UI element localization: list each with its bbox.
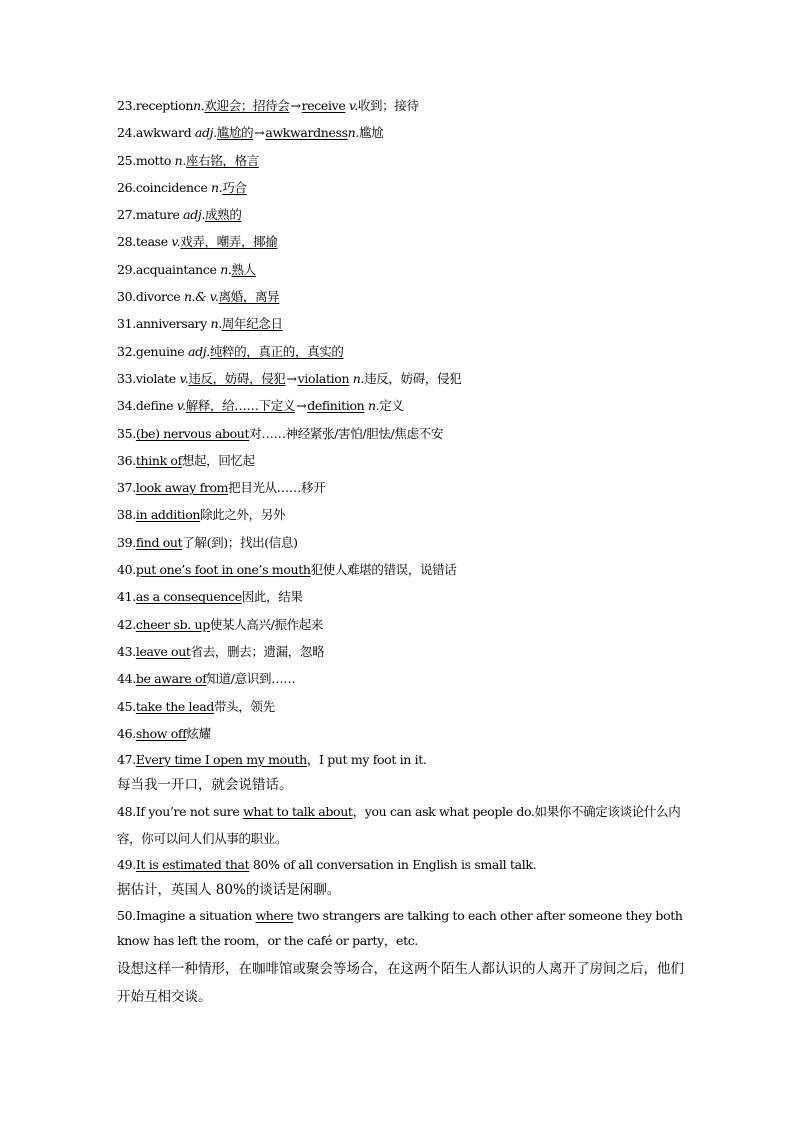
sentence-key-phrase: what to talk about	[243, 804, 353, 820]
sentence-rest: 80% of all conversation in English is small talk.	[249, 857, 537, 873]
entry-meaning: 纯粹的，真正的，真实的	[209, 343, 344, 359]
sentence-key-phrase: where	[255, 908, 294, 924]
vocab-entry	[117, 119, 687, 146]
entry-number: 40.	[117, 562, 136, 578]
entry-number: 30.	[117, 289, 136, 305]
entry-number: 28.	[117, 234, 136, 250]
arrow: →	[296, 398, 307, 414]
vocab-entry	[117, 365, 687, 392]
phrase-meaning: 想起，回忆起	[181, 452, 255, 468]
entry-number: 48.	[117, 804, 136, 820]
phrase-entry	[117, 420, 687, 447]
entry-word: violate	[135, 370, 176, 386]
sentence-key-phrase: It is estimated that	[135, 857, 250, 873]
phrase-entry	[117, 447, 687, 474]
sentence-translation: 据估计，英国人 80%的谈话是闲聊。	[117, 881, 341, 898]
derived-pos: n.	[367, 398, 380, 414]
arrow: →	[286, 370, 297, 386]
entry-pos: n.	[220, 261, 232, 277]
phrase-meaning: 犯使人难堪的错误，说错话	[310, 562, 457, 578]
entry-number: 45.	[117, 698, 136, 714]
entry-word: awkward	[135, 125, 192, 141]
derived-word: awkwardness	[265, 125, 348, 141]
entry-meaning: 熟人	[231, 261, 256, 277]
sentence-entry	[117, 852, 687, 878]
derived-meaning: 收到；接待	[357, 98, 419, 113]
phrase-meaning: 省去，删去；遗漏，忽略	[190, 643, 325, 659]
entry-word: motto	[135, 152, 172, 168]
sentence-rest: two strangers are talking to each other after someone they both know has left the room，or the café or party，etc.	[117, 908, 683, 949]
entry-number: 25.	[117, 152, 136, 168]
phrase-meaning: 因此，结果	[241, 589, 303, 605]
derived-pos: n.	[347, 125, 359, 141]
phrase-text: as a consequence	[135, 589, 242, 605]
entry-meaning: 违反，妨碍，侵犯	[188, 370, 286, 386]
phrase-entry	[117, 529, 687, 556]
entry-meaning: 戏弄，嘲弄，揶揄	[180, 234, 278, 250]
phrase-text: think of	[135, 452, 182, 468]
phrase-entry	[117, 474, 687, 501]
phrase-meaning: 把目光从……移开	[228, 480, 326, 496]
entry-pos: n.	[174, 152, 186, 168]
entry-number: 26.	[117, 179, 136, 195]
phrase-entry	[117, 720, 687, 747]
entry-number: 37.	[117, 480, 136, 496]
entry-number: 47.	[117, 752, 136, 768]
entry-meaning: 成熟的	[205, 207, 242, 223]
phrase-text: show off	[135, 725, 187, 741]
entry-word: coincidence	[135, 179, 208, 195]
phrase-entry	[117, 693, 687, 720]
derived-pos: v.	[349, 98, 358, 113]
entry-meaning: 周年纪念日	[221, 316, 283, 332]
vocab-entry	[117, 92, 687, 119]
entry-number: 36.	[117, 452, 136, 468]
sentence-translation: 设想这样一种情形，在咖啡馆或聚会等场合，在这两个陌生人都认识的人离开了房间之后，他们开始互相交谈。	[117, 961, 684, 1006]
sentence-rest: ，you can ask what people do.如果你不确定该谈论什么内容，你可以问人们从事的职业。	[117, 804, 681, 847]
entry-number: 33.	[117, 370, 136, 386]
entry-number: 41.	[117, 589, 136, 605]
phrase-meaning: 带头，领先	[214, 698, 275, 714]
phrase-meaning: 了解(到)；找出(信息)	[182, 534, 298, 550]
sentence-entry	[117, 798, 687, 852]
phrase-text: leave out	[135, 643, 191, 659]
vocab-entry	[117, 256, 687, 283]
phrase-entry	[117, 501, 687, 528]
entry-number: 44.	[117, 671, 136, 687]
entry-number: 38.	[117, 507, 136, 523]
phrase-text: cheer sb. up	[135, 616, 210, 632]
entry-word: divorce	[135, 289, 181, 305]
phrase-text: in addition	[135, 507, 201, 523]
phrase-meaning: 炫耀	[186, 725, 211, 741]
sentence-key-phrase: Every time I open my mouth	[135, 752, 307, 768]
entry-number: 29.	[117, 261, 136, 277]
entry-number: 42.	[117, 616, 136, 632]
entry-word: define	[135, 398, 174, 414]
entry-word: reception	[135, 98, 194, 113]
phrase-meaning: 知道/意识到……	[206, 671, 296, 687]
entry-pos: n.	[193, 98, 205, 113]
phrase-text: find out	[135, 534, 183, 550]
entry-number: 24.	[117, 125, 136, 141]
phrase-meaning: 使某人高兴/振作起来	[209, 616, 324, 632]
entry-number: 50.	[117, 908, 136, 924]
entry-pos: adj.	[183, 207, 206, 223]
derived-word: violation	[297, 370, 350, 386]
entry-word: genuine	[135, 343, 185, 359]
vocab-entry	[117, 201, 687, 228]
vocab-entry	[117, 174, 687, 201]
entry-word: tease	[135, 234, 168, 250]
sentence-entry	[117, 903, 687, 953]
phrase-entry	[117, 638, 687, 665]
entry-pos: v.	[176, 398, 186, 414]
entry-pos: n.	[210, 316, 222, 332]
entry-meaning: 巧合	[222, 179, 247, 195]
sentence-pre: If you’re not sure	[135, 804, 244, 820]
entry-meaning: 座右铭，格言	[186, 152, 259, 168]
entry-number: 35.	[117, 425, 136, 441]
entry-number: 32.	[117, 343, 136, 359]
vocab-entry	[117, 228, 687, 255]
entry-pos: n.	[211, 179, 223, 195]
derived-meaning: 定义	[379, 398, 404, 414]
entry-pos: v.	[179, 370, 189, 386]
entry-number: 43.	[117, 643, 136, 659]
entry-pos: adj.	[194, 125, 217, 141]
vocab-entry	[117, 338, 687, 365]
entry-meaning: 尴尬的	[216, 125, 254, 141]
arrow: →	[290, 98, 301, 113]
derived-word: definition	[307, 398, 365, 414]
entry-word: acquaintance	[135, 261, 217, 277]
entry-number: 23.	[117, 98, 136, 113]
phrase-entry	[117, 583, 687, 610]
entry-meaning: 离婚，离异	[218, 289, 280, 305]
entry-number: 34.	[117, 398, 136, 414]
derived-pos: n.	[352, 370, 365, 386]
phrase-text: (be) nervous about	[135, 425, 250, 441]
vocab-entry	[117, 310, 687, 337]
vocab-entry	[117, 283, 687, 310]
sentence-rest: ，I put my foot in it.	[306, 752, 427, 768]
derived-meaning: 尴尬	[358, 125, 384, 141]
vocab-entry	[117, 147, 687, 174]
entry-word: anniversary	[135, 316, 207, 332]
entry-number: 27.	[117, 207, 136, 223]
phrase-entry	[117, 556, 687, 583]
phrase-entry	[117, 665, 687, 692]
phrase-text: look away from	[135, 480, 229, 496]
derived-word: receive	[301, 98, 346, 113]
phrase-text: be aware of	[135, 671, 207, 687]
entry-meaning: 解释，给……下定义	[185, 398, 296, 414]
phrase-text: take the lead	[135, 698, 215, 714]
entry-number: 49.	[117, 857, 136, 873]
sentence-entry	[117, 747, 687, 773]
entry-meaning: 欢迎会；招待会	[204, 98, 290, 113]
entry-number: 31.	[117, 316, 136, 332]
phrase-meaning: 对……神经紧张/害怕/胆怯/焦虑不安	[249, 425, 444, 441]
entry-pos: n.& v.	[183, 289, 219, 305]
entry-word: mature	[135, 207, 180, 223]
entry-number: 39.	[117, 534, 136, 550]
phrase-entry	[117, 611, 687, 638]
entry-pos: adj.	[187, 343, 210, 359]
sentence-translation: 每当我一开口，就会说错话。	[117, 776, 293, 793]
phrase-text: put one’s foot in one’s mouth	[135, 562, 311, 578]
arrow: →	[254, 125, 265, 141]
entry-number: 46.	[117, 725, 136, 741]
vocabulary-sheet	[117, 92, 687, 1011]
sentence-pre: Imagine a situation	[135, 908, 256, 924]
entry-pos: v.	[171, 234, 181, 250]
vocab-entry	[117, 392, 687, 419]
phrase-meaning: 除此之外，另外	[200, 507, 286, 523]
derived-meaning: 违反，妨碍，侵犯	[364, 370, 462, 386]
